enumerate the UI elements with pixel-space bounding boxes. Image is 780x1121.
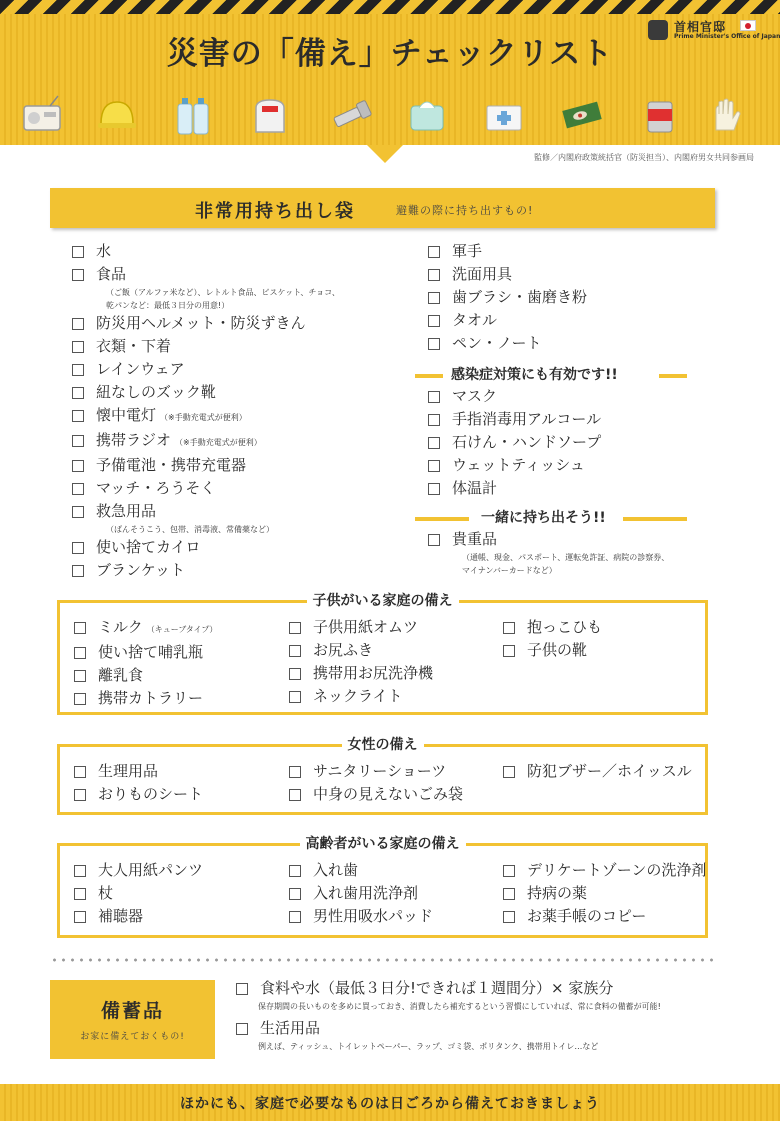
checkbox[interactable] [428, 315, 440, 327]
women-column [289, 760, 463, 806]
page-title: 災害の「備え」チェックリスト [166, 36, 614, 72]
checklist-item[interactable] [428, 408, 601, 431]
checkbox[interactable] [428, 414, 440, 426]
checklist-item[interactable] [428, 454, 601, 477]
checklist-item[interactable] [289, 639, 433, 662]
checklist-item[interactable] [72, 358, 340, 381]
checklist-item[interactable] [72, 477, 340, 500]
checklist-item[interactable] [74, 859, 203, 882]
checklist-item[interactable] [236, 977, 661, 1000]
checkbox[interactable] [289, 645, 301, 657]
logo-text: 首相官邸 [674, 20, 727, 34]
checkbox[interactable] [72, 246, 84, 258]
stockpile-subtitle: お家に備えておくもの! [80, 1032, 185, 1042]
checklist-item[interactable] [428, 385, 601, 408]
elderly-column [289, 859, 433, 928]
item-note: 保存期間の長いものを多めに買っておき、消費したら補充するという習慣にしていれば、常に食料の備蓄が可能! [258, 1002, 661, 1011]
checkbox[interactable] [72, 506, 84, 518]
kantei-emblem-icon [648, 20, 668, 40]
checklist-item[interactable] [289, 662, 433, 685]
checklist-item[interactable] [74, 616, 217, 641]
children-column [503, 616, 602, 662]
item-label: 予備電池・携帯充電器 [96, 456, 247, 474]
checklist-item[interactable] [503, 639, 602, 662]
credit-line: 監修／内閣府政策統括官（防災担当）、内閣府男女共同参画局 [534, 153, 754, 162]
checkbox[interactable] [428, 338, 440, 350]
item-label: 紐なしのズック靴 [96, 383, 216, 401]
checkbox[interactable] [289, 766, 301, 778]
checklist-item[interactable] [428, 528, 669, 551]
checklist-item[interactable] [72, 404, 340, 429]
checkbox[interactable] [289, 789, 301, 801]
emergency-bag-title: 非常用持ち出し袋 [195, 201, 355, 222]
item-label: 子供の靴 [527, 641, 588, 659]
checklist-item[interactable] [289, 783, 463, 806]
checklist-item[interactable] [289, 905, 433, 928]
checkbox[interactable] [428, 534, 440, 546]
item-label: 携帯カトラリー [98, 689, 204, 707]
checklist-item[interactable] [74, 664, 217, 687]
checklist-item[interactable] [72, 429, 340, 454]
elderly-column [503, 859, 706, 928]
item-label: 水 [96, 242, 112, 260]
checklist-item[interactable] [74, 905, 203, 928]
checkbox[interactable] [428, 269, 440, 281]
checkbox[interactable] [74, 670, 86, 682]
emergency-bag-header [50, 188, 715, 228]
item-label: 防犯ブザー／ホイッスル [527, 762, 692, 780]
item-label: 携帯ラジオ [96, 431, 172, 449]
water-bottles-icon [172, 94, 216, 136]
together-subheader-text: 一緒に持ち出そう!! [481, 510, 606, 526]
checklist-item[interactable] [428, 286, 587, 309]
item-label: 衣類・下着 [96, 337, 172, 355]
checkbox[interactable] [503, 766, 515, 778]
checklist-item[interactable] [289, 882, 433, 905]
children-column [74, 616, 217, 710]
item-label: おりものシート [98, 785, 204, 803]
item-label: 携帯用お尻洗浄機 [313, 664, 434, 682]
item-label: 入れ歯用洗浄剤 [313, 884, 419, 902]
item-label: マッチ・ろうそく [96, 479, 216, 497]
food-pack-icon [560, 94, 604, 136]
children-column [289, 616, 433, 708]
checklist-item[interactable] [72, 240, 340, 263]
item-label: 体温計 [452, 479, 498, 497]
item-label: レインウェア [96, 360, 185, 378]
header-pointer [367, 145, 403, 163]
checkbox[interactable] [236, 1023, 248, 1035]
checklist-item[interactable] [72, 312, 340, 335]
together-column [428, 528, 669, 577]
checklist-item[interactable] [289, 760, 463, 783]
item-label: サニタリーショーツ [313, 762, 447, 780]
checkbox[interactable] [74, 647, 86, 659]
item-label: 使い捨て哺乳瓶 [98, 643, 204, 661]
item-note: （通帳、現金、パスポート、運転免許証、病院の診察券、 マイナンバーカードなど） [462, 553, 670, 575]
emergency-bag-left-column [72, 240, 340, 582]
item-inline-note: （※手動充電式が便利） [175, 438, 262, 447]
footer-banner [0, 1084, 780, 1121]
kantei-logo [648, 18, 780, 44]
illustration-row [0, 94, 780, 140]
emergency-bag-right-column [428, 240, 587, 355]
item-label: ブランケット [96, 561, 185, 579]
checklist-item[interactable] [503, 882, 706, 905]
helmet-icon [95, 94, 139, 136]
item-label: 抱っこひも [527, 618, 603, 636]
checkbox[interactable] [74, 911, 86, 923]
item-label: 石けん・ハンドソープ [452, 433, 602, 451]
checkbox[interactable] [72, 341, 84, 353]
checklist-item[interactable] [74, 783, 203, 806]
item-label: 食品 [96, 265, 127, 283]
item-label: マスク [452, 387, 498, 405]
item-label: 救急用品 [96, 502, 157, 520]
checkbox[interactable] [428, 246, 440, 258]
elderly-column [74, 859, 203, 928]
women-box [57, 737, 708, 815]
item-label: ウェットティッシュ [452, 456, 585, 474]
item-label: 生理用品 [98, 762, 159, 780]
checklist-item[interactable] [72, 263, 340, 286]
item-label: デリケートゾーンの洗浄剤 [527, 861, 707, 879]
checkbox[interactable] [428, 483, 440, 495]
checklist-item[interactable] [428, 431, 601, 454]
checkbox[interactable] [289, 888, 301, 900]
checkbox[interactable] [503, 865, 515, 877]
checklist-item[interactable] [503, 859, 706, 882]
checkbox[interactable] [289, 911, 301, 923]
checklist-item[interactable] [503, 905, 706, 928]
item-label: ミルク [98, 618, 143, 636]
infection-subheader [415, 364, 687, 386]
item-label: 懐中電灯 [96, 406, 157, 424]
together-subheader [415, 507, 687, 529]
item-label: 男性用吸水パッド [313, 907, 434, 925]
checkbox[interactable] [72, 269, 84, 281]
checklist-item[interactable] [74, 760, 203, 783]
checklist-item[interactable] [428, 263, 587, 286]
item-label: お薬手帳のコピー [527, 907, 647, 925]
checklist-item[interactable] [236, 1017, 661, 1040]
item-label: ネックライト [313, 687, 403, 705]
item-label: ペン・ノート [452, 334, 542, 352]
checkbox[interactable] [72, 460, 84, 472]
checkbox[interactable] [503, 888, 515, 900]
header-banner [0, 0, 780, 145]
item-inline-note: （キューブタイプ） [146, 625, 218, 634]
checkbox[interactable] [72, 435, 84, 447]
checklist-item[interactable] [72, 335, 340, 358]
japan-flag-icon [740, 20, 756, 31]
checkbox[interactable] [428, 391, 440, 403]
item-label: 入れ歯 [313, 861, 359, 879]
elderly-title: 高齢者がいる家庭の備え [300, 836, 466, 852]
logo-subtext: Prime Minister's Office of Japan [674, 33, 780, 40]
checklist-item[interactable] [428, 309, 587, 332]
checkbox[interactable] [72, 387, 84, 399]
wet-tissue-icon [405, 94, 449, 136]
stockpile-title: 備蓄品 [100, 1000, 164, 1022]
item-label: 使い捨てカイロ [96, 538, 201, 556]
checkbox[interactable] [74, 622, 86, 634]
item-inline-note: （※手動充電式が便利） [160, 413, 247, 422]
checklist-item[interactable] [72, 559, 340, 582]
checkbox[interactable] [289, 865, 301, 877]
item-label: 軍手 [452, 242, 483, 260]
checklist-item[interactable] [428, 477, 601, 500]
checkbox[interactable] [503, 911, 515, 923]
checkbox[interactable] [289, 668, 301, 680]
item-label: タオル [452, 311, 498, 329]
item-note: （ご飯（アルファ米など）、レトルト食品、ビスケット、チョコ、 乾パンなど：最低３日分の用意!） [106, 288, 340, 310]
checklist-item[interactable] [289, 859, 433, 882]
checklist-item[interactable] [503, 616, 602, 639]
checkbox[interactable] [428, 292, 440, 304]
checkbox[interactable] [72, 483, 84, 495]
item-label: 手指消毒用アルコール [452, 410, 602, 428]
checklist-item[interactable] [428, 332, 587, 355]
checkbox[interactable] [72, 542, 84, 554]
emergency-bag-icon [248, 94, 292, 136]
emergency-bag-subtitle: 避難の際に持ち出すもの! [396, 204, 534, 217]
stockpile-label-box [50, 980, 215, 1059]
item-label: 大人用紙パンツ [98, 861, 204, 879]
item-note: 例えば、ティッシュ、トイレットペーパー、ラップ、ゴミ袋、ポリタンク、携帯用トイレ…など [258, 1042, 599, 1051]
checkbox[interactable] [289, 691, 301, 703]
checkbox[interactable] [428, 437, 440, 449]
first-aid-kit-icon [482, 94, 526, 136]
item-label: 貴重品 [452, 530, 498, 548]
infection-subheader-text: 感染症対策にも有効です!! [451, 367, 618, 383]
hazard-stripe [0, 0, 780, 14]
women-column [74, 760, 203, 806]
checkbox[interactable] [428, 460, 440, 472]
checkbox[interactable] [72, 410, 84, 422]
checkbox[interactable] [236, 983, 248, 995]
checkbox[interactable] [503, 622, 515, 634]
checkbox[interactable] [72, 364, 84, 376]
item-label: 生活用品 [260, 1019, 321, 1037]
radio-icon [20, 94, 64, 136]
checkbox[interactable] [74, 766, 86, 778]
checkbox[interactable] [74, 888, 86, 900]
checklist-item[interactable] [74, 882, 203, 905]
checklist-item[interactable] [428, 240, 587, 263]
flashlight-icon [330, 94, 374, 136]
dotted-divider [50, 958, 715, 962]
footer-text: ほかにも、家庭で必要なものは日ごろから備えておきましょう [180, 1096, 600, 1112]
item-label: お尻ふき [313, 641, 374, 659]
infection-column [428, 385, 601, 500]
checklist-item[interactable] [72, 500, 340, 523]
stockpile-list [236, 977, 661, 1053]
checkbox[interactable] [74, 865, 86, 877]
checkbox[interactable] [289, 622, 301, 634]
item-label: 子供用紙オムツ [313, 618, 419, 636]
item-label: 歯ブラシ・歯磨き粉 [452, 288, 588, 306]
checklist-item[interactable] [72, 536, 340, 559]
item-label: 杖 [98, 884, 114, 902]
checklist-item[interactable] [74, 687, 217, 710]
item-note: （ばんそうこう、包帯、消毒液、常備薬など） [106, 525, 274, 534]
checklist-item[interactable] [289, 616, 433, 639]
item-label: 中身の見えないごみ袋 [313, 785, 464, 803]
item-label: 食料や水（最低３日分!できれば１週間分）× 家族分 [260, 979, 614, 997]
item-label: 洗面用具 [452, 265, 513, 283]
children-title: 子供がいる家庭の備え [307, 593, 459, 609]
canned-food-icon [638, 94, 682, 136]
checkbox[interactable] [72, 565, 84, 577]
checkbox[interactable] [74, 789, 86, 801]
checklist-item[interactable] [72, 454, 340, 477]
item-label: 持病の薬 [527, 884, 588, 902]
checklist-item[interactable] [289, 685, 433, 708]
women-column [503, 760, 692, 783]
gloves-icon [706, 94, 750, 136]
item-label: 離乳食 [98, 666, 144, 684]
checkbox[interactable] [72, 318, 84, 330]
children-box [57, 593, 708, 715]
elderly-box [57, 836, 708, 938]
item-label: 防災用ヘルメット・防災ずきん [96, 314, 306, 332]
checkbox[interactable] [74, 693, 86, 705]
checklist-item[interactable] [72, 381, 340, 404]
item-label: 補聴器 [98, 907, 144, 925]
checkbox[interactable] [503, 645, 515, 657]
women-title: 女性の備え [342, 737, 424, 753]
checklist-item[interactable] [503, 760, 692, 783]
checklist-item[interactable] [74, 641, 217, 664]
